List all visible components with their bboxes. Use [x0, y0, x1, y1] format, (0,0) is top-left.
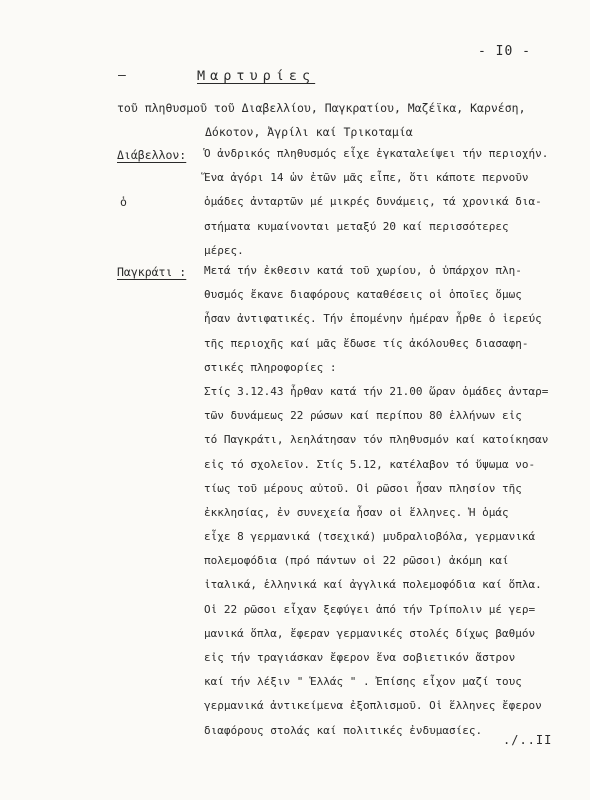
text-line: ὁμάδες ἀνταρτῶν μέ μικρές δυνάμεις, τά χρονικά δια-: [204, 195, 542, 209]
text-line: τίως τοῦ μέρους αὐτοῦ. Οἱ ρῶσοι ἦσαν πλησίον τῆς: [204, 481, 522, 495]
continuation-mark: ./..II: [503, 733, 553, 747]
text-line: ἐκκλησίας, ἐν συνεχεία ἦσαν οἱ ἕλληνες. Ἡ ὁμάς: [204, 505, 509, 519]
section-label-diavellon: Διάβελλον:: [117, 148, 187, 162]
margin-dash: —: [118, 68, 126, 83]
text-line: στικές πληροφορίες :: [204, 360, 337, 374]
text-line: στήματα κυμαίνονται μεταξύ 20 καί περισσότερες: [204, 219, 509, 233]
text-line: εἶχε 8 γερμανικά (τσεχικά) μυδραλιοβόλα, γερμανικά: [204, 530, 536, 544]
text-line: εἰς τήν τραγιάσκαν ἔφερον ἕνα σοβιετικόν ἄστρον: [204, 651, 516, 664]
text-line: ἰταλικά, ἑλληνικά καί ἀγγλικά πολεμοφόδια καί ὅπλα.: [204, 578, 542, 592]
page-number: - I0 -: [478, 44, 531, 59]
margin-mark: ὁ: [120, 195, 127, 209]
text-line: διαφόρους στολάς καί πολιτικές ἐνδυμασίες.: [204, 723, 483, 737]
text-line: γερμανικά ἀντικείμενα ἐξοπλισμοῦ. Οἱ ἕλληνες ἔφερον: [204, 699, 542, 713]
section-body-diavellon: [204, 142, 574, 263]
text-line: πολεμοφόδια (πρό πάντων οἱ 22 ρῶσοι) ἀκόμη καί: [204, 554, 509, 568]
subtitle-line-1: τοῦ πληθυσμοῦ τοῦ Διαβελλίου, Παγκρατίου, Μαζέϊκα, Καρνέση,: [117, 101, 526, 115]
text-line: Ἕνα ἀγόρι 14 ὡν ἐτῶν μᾶς εἶπε, ὅτι κάποτε περνοῦν: [204, 171, 529, 185]
text-line: μανικά ὅπλα, ἔφεραν γερμανικές στολές δίχως βαθμόν: [204, 626, 536, 640]
text-line: καί τήν λέξιν " Ἑλλάς " . Ἐπίσης εἶχον μαζί τους: [204, 675, 522, 689]
section-label-pagkrati: Παγκράτι :: [117, 265, 187, 279]
text-line: Ὁ ἀνδρικός πληθυσμός εἶχε ἐγκαταλείψει τήν περιοχήν.: [204, 147, 549, 160]
text-line: τῶν δυνάμεως 22 ρώσων καί περίπου 80 ἑλλήνων εἰς: [204, 409, 522, 423]
subtitle-line-2: Δόκοτον, Ἀγρίλι καί Τρικοταμία: [205, 125, 413, 139]
text-line: τό Παγκράτι, λεηλάτησαν τόν πληθυσμόν καί κατοίκησαν: [204, 433, 549, 447]
text-line: θυσμός ἔκανε διαφόρους καταθέσεις οἱ ὁποῖες ὅμως: [204, 288, 522, 302]
text-line: μέρες.: [204, 243, 244, 257]
text-line: ἦσαν ἀντιφατικές. Τήν ἑπομένην ἡμέραν ἦρθε ὁ ἱερεύς: [204, 312, 542, 326]
text-line: Οἱ 22 ρῶσοι εἶχαν ξεφύγει ἀπό τήν Τρίπολιν μέ γερ=: [204, 602, 536, 616]
text-line: εἰς τό σχολεῖον. Στίς 5.12, κατέλαβον τό ὕψωμα νο-: [204, 457, 536, 471]
text-line: Στίς 3.12.43 ἦρθαν κατά τήν 21.00 ὥραν ὁμάδες ἀνταρ=: [204, 384, 549, 398]
text-line: Μετά τήν ἐκθεσιν κατά τοῦ χωρίου, ὁ ὑπάρχον πλη-: [204, 264, 522, 277]
section-body-pagkrati: [204, 259, 574, 743]
document-title: Μαρτυρίες: [197, 68, 316, 84]
text-line: τῆς περιοχῆς καί μᾶς ἔδωσε τίς ἀκόλουθες διασαφη-: [204, 336, 529, 350]
